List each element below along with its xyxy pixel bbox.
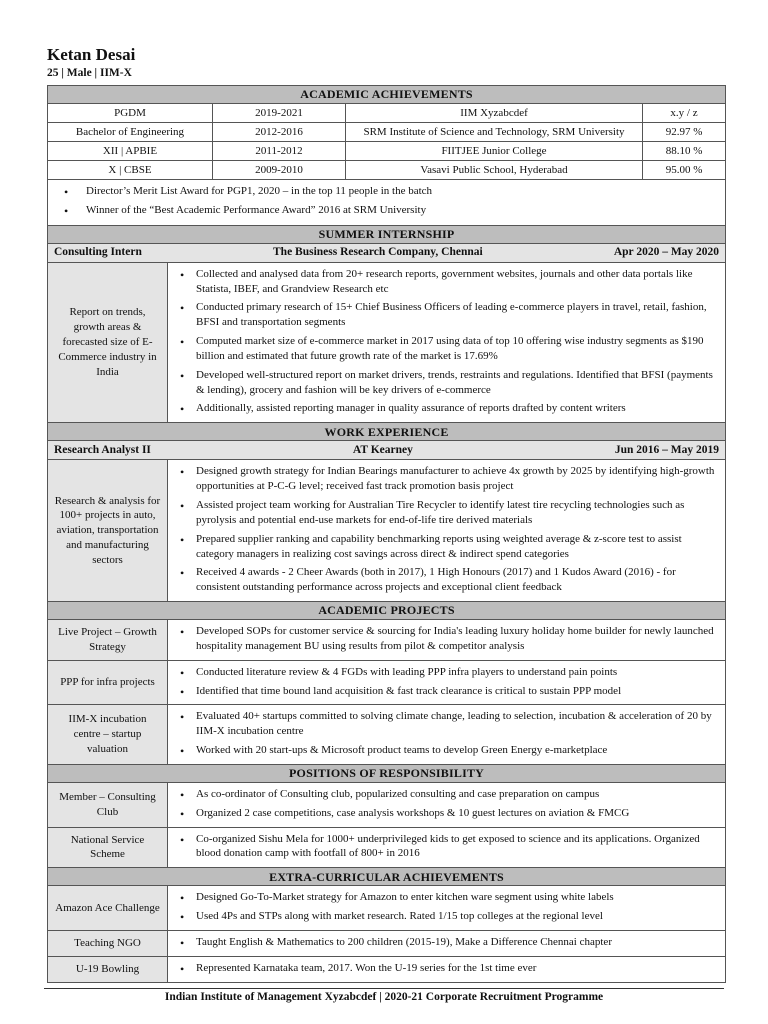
- internship-project-label: Report on trends, growth areas & forecasted size of E-Commerce industry in India: [48, 262, 168, 423]
- internship-role: Consulting Intern: [54, 245, 142, 258]
- edu-institute: SRM Institute of Science and Technology, SRM University: [346, 123, 643, 142]
- bullet-item: • Computed market size of e-commerce market in 2017 using data of top 10 offering wise industry segments as $190 billion and estimated that future growth rate of the market is 17.69%: [168, 334, 719, 364]
- edu-score: 95.00 %: [643, 161, 726, 180]
- bullet-item: • Conducted literature review & 4 FGDs with leading PPP infra players to understand pain points: [168, 665, 719, 680]
- bullet-item: • Conducted primary research of 15+ Chief Business Officers of leading e-commerce players in travel, retail, fashion, BFSI and transportation segments: [168, 300, 719, 330]
- edu-degree: X | CBSE: [48, 161, 213, 180]
- edu-institute: FIITJEE Junior College: [346, 142, 643, 161]
- edu-years: 2011-2012: [213, 142, 346, 161]
- resume-table: [47, 85, 726, 983]
- footer-text: Indian Institute of Management Xyzabcdef | 2020-21 Corporate Recruitment Programme: [164, 991, 604, 1003]
- project-label: IIM-X incubation centre – startup valuation: [48, 705, 168, 765]
- internship-dates: Apr 2020 – May 2020: [613, 245, 720, 258]
- bullet-item: • Additionally, assisted reporting manager in quality assurance of reports drafted by content writers: [168, 401, 719, 416]
- education-row: [48, 123, 726, 142]
- section-summer-internship: SUMMER INTERNSHIP: [48, 225, 726, 243]
- bullet-item: • Co-organized Sishu Mela for 1000+ underprivileged kids to get exposed to science and its applications. Organized blood donation camp with footfall of 800+ in 2016: [168, 832, 719, 862]
- bullet-item: • Collected and analysed data from 20+ research reports, government websites, journals and other data portals like Statista, IBEF, and Grandview Research etc: [168, 267, 719, 297]
- education-row: [48, 161, 726, 180]
- edu-score: 92.97 %: [643, 123, 726, 142]
- bullet-item: • Assisted project team working for Australian Tire Recycler to identify latest tire recycling technologies such as pyrolysis and potential end-use markets for end-of-life tire derived materials: [168, 498, 719, 528]
- extra-label: Amazon Ace Challenge: [48, 886, 168, 931]
- footer-divider: [44, 988, 724, 989]
- edu-institute: Vasavi Public School, Hyderabad: [346, 161, 643, 180]
- edu-score: x.y / z: [643, 104, 726, 123]
- position-label: Member – Consulting Club: [48, 782, 168, 827]
- education-row: [48, 142, 726, 161]
- work-role: Research Analyst II: [54, 443, 151, 456]
- extra-label: Teaching NGO: [48, 931, 168, 957]
- edu-degree: XII | APBIE: [48, 142, 213, 161]
- bullet-item: • Evaluated 40+ startups committed to solving climate change, leading to selection, incubation & acceleration of 20 by IIM-X incubation centre: [168, 709, 719, 739]
- bullet-item: • Designed growth strategy for Indian Bearings manufacturer to achieve 4x growth by 2025 by identifying high-growth opportunities at P-C-G level; received fast track promotion basis project: [168, 464, 719, 494]
- project-label: PPP for infra projects: [48, 660, 168, 705]
- bullet-item: • Organized 2 case competitions, case analysis workshops & 10 guest lectures on aviation & FMCG: [168, 806, 719, 821]
- bullet-item: • Used 4Ps and STPs along with market research. Rated 1/15 top colleges at the regional level: [168, 909, 719, 924]
- project-label: Live Project – Growth Strategy: [48, 620, 168, 661]
- section-positions-of-responsibility: POSITIONS OF RESPONSIBILITY: [48, 764, 726, 782]
- position-label: National Service Scheme: [48, 827, 168, 868]
- edu-years: 2019-2021: [213, 104, 346, 123]
- award-item: • Winner of the “Best Academic Performance Award” 2016 at SRM University: [62, 203, 725, 218]
- bullet-item: • Identified that time bound land acquisition & fast track clearance is critical to sustain PPP model: [168, 684, 719, 699]
- edu-years: 2009-2010: [213, 161, 346, 180]
- award-item: • Director’s Merit List Award for PGP1, 2020 – in the top 11 people in the batch: [62, 184, 725, 199]
- edu-score: 88.10 %: [643, 142, 726, 161]
- bullet-item: • Developed well-structured report on market drivers, trends, restraints and regulations. Identified that BFSI (payments & lending), grocery and fashion will be key drivers of e-commerce: [168, 368, 719, 398]
- extra-label: U-19 Bowling: [48, 956, 168, 982]
- bullet-item: • Prepared supplier ranking and capability benchmarking reports using weighted average & z-score test to assist category managers in realizing cost savings across direct & indirect spend categories: [168, 532, 719, 562]
- candidate-subtitle: 25 | Male | IIM-X: [47, 67, 132, 79]
- edu-degree: Bachelor of Engineering: [48, 123, 213, 142]
- education-row: [48, 104, 726, 123]
- bullet-item: • As co-ordinator of Consulting club, popularized consulting and case preparation on campus: [168, 787, 719, 802]
- internship-company: The Business Research Company, Chennai: [273, 245, 483, 258]
- bullet-item: • Designed Go-To-Market strategy for Amazon to enter kitchen ware segment using white labels: [168, 890, 719, 905]
- academic-awards: [48, 180, 726, 226]
- bullet-item: • Worked with 20 start-ups & Microsoft product teams to develop Green Energy e-marketplace: [168, 743, 719, 758]
- section-work-experience: WORK EXPERIENCE: [48, 423, 726, 441]
- edu-years: 2012-2016: [213, 123, 346, 142]
- bullet-item: • Taught English & Mathematics to 200 children (2015-19), Make a Difference Chennai chapter: [168, 935, 719, 950]
- edu-degree: PGDM: [48, 104, 213, 123]
- section-academic-projects: ACADEMIC PROJECTS: [48, 602, 726, 620]
- work-label: Research & analysis for 100+ projects in auto, aviation, transportation and manufacturing sectors: [48, 460, 168, 602]
- section-academic-achievements: ACADEMIC ACHIEVEMENTS: [48, 86, 726, 104]
- bullet-item: • Represented Karnataka team, 2017. Won the U-19 series for the 1st time ever: [168, 961, 719, 976]
- section-extra-curricular: EXTRA-CURRICULAR ACHIEVEMENTS: [48, 868, 726, 886]
- candidate-name: Ketan Desai: [47, 45, 136, 64]
- bullet-item: • Received 4 awards - 2 Cheer Awards (both in 2017), 1 High Honours (2017) and 1 Kudos Award (2016) - for consistent outstanding performance across projects and exceptional client feedback: [168, 565, 719, 595]
- edu-institute: IIM Xyzabcdef: [346, 104, 643, 123]
- bullet-item: • Developed SOPs for customer service & sourcing for India's leading luxury holiday home builder for newly launched hospitality management BU using results from pilot & competitor analysis: [168, 624, 719, 654]
- work-dates: Jun 2016 – May 2019: [614, 443, 720, 456]
- work-company: AT Kearney: [352, 443, 413, 456]
